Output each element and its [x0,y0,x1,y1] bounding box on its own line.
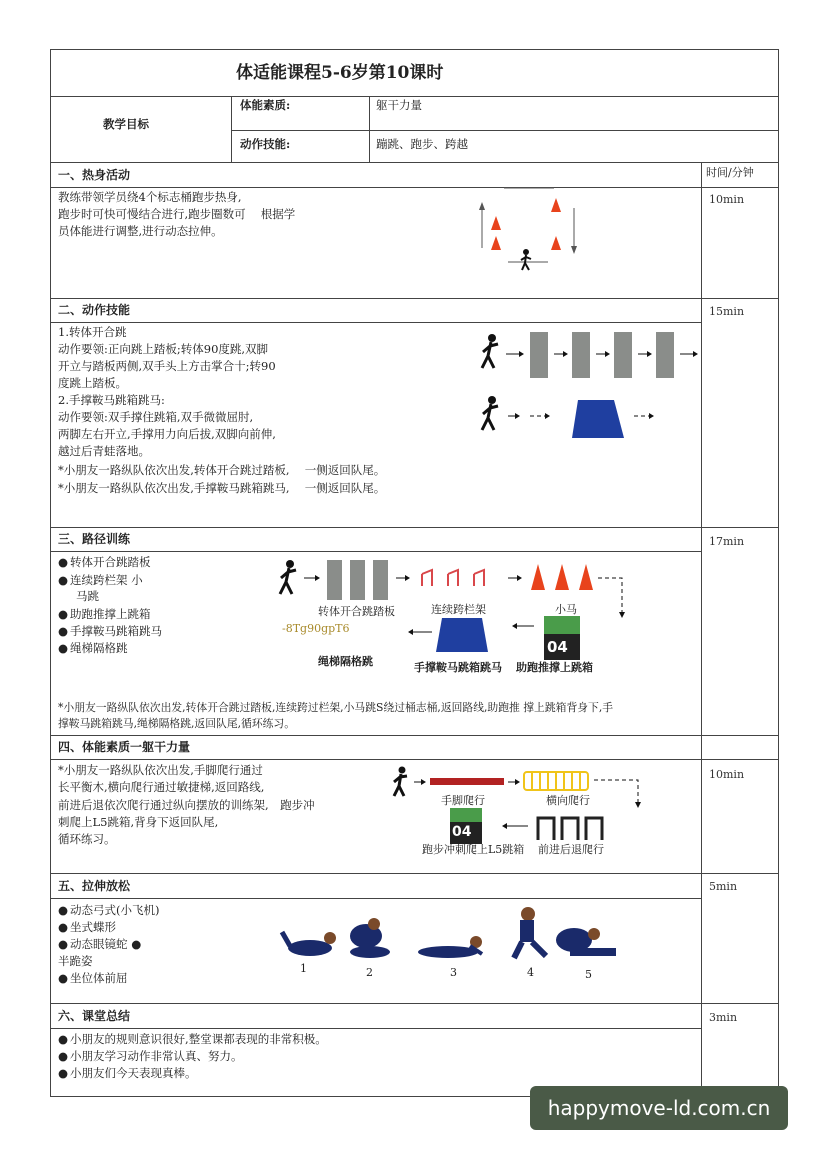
watermark-badge: happymove-ld.com.cn [530,1086,788,1130]
runner-icon [394,767,407,797]
physical-value: 躯干力量 [376,98,422,112]
rule [50,898,702,899]
cone-icon [531,564,545,590]
core-line: 前进后退依次爬行通过纵向摆放的训练架, 跑步冲 [58,798,315,812]
route-caption: 助跑推撑上跳箱 [516,661,593,674]
route-caption: 小马 [555,603,577,616]
route-caption: 转体开合跳踏板 [318,605,395,618]
rule [50,322,702,323]
warmup-time: 10min [709,193,745,206]
warmup-line: 跑步时可快可慢结合进行,跑步圈数可 根据学 [58,207,296,221]
pose-kneel-icon [514,907,546,958]
skill-label: 动作技能: [240,137,291,151]
rule [50,1003,779,1004]
stretch-item-cont: 半跪姿 [58,954,93,968]
core-caption: 跑步冲刺爬上L5跳箱 [422,843,525,856]
pose-number: 5 [585,968,592,981]
route-caption: 连续跨栏架 [431,603,486,616]
core-caption: 手脚爬行 [441,794,485,807]
cone-icon [491,236,501,250]
rule [231,96,232,162]
stretch-item: ● 动态眼镜蛇 ● [58,936,141,953]
stretch-item: ● 坐位体前屈 [58,970,128,987]
summary-item: ● 小朋友们今天表现真棒。 [58,1065,197,1082]
skills-line: 2.手撑鞍马跳箱跳马: [58,393,165,407]
border-right [778,49,779,1096]
route-item: ● 手撑鞍马跳箱跳马 [58,623,162,640]
section-skills-heading: 二、动作技能 [58,303,131,317]
summary-item: ● 小朋友学习动作非常认真、努力。 [58,1048,243,1065]
skills-line: 越过后青蛙落地。 [58,444,150,458]
route-caption: -8Tg90gpT6 [282,622,350,635]
section-warmup-heading: 一、热身活动 [58,168,131,182]
rule [50,759,779,760]
pose-forward-fold-icon [556,928,616,956]
core-diagram [388,764,648,844]
training-frame-icon [538,818,602,840]
pose-number: 1 [300,962,307,975]
cone-icon [551,236,561,250]
rule [50,162,779,163]
objectives-label: 教学目标 [103,117,149,131]
route-item: ● 绳梯隔格跳 [58,640,128,657]
warmup-cone-diagram [478,188,578,278]
stretch-poses [270,906,630,966]
pose-cobra-icon [418,936,482,958]
core-line: 长平衡木,横向爬行通过敏捷梯,返回路线, [58,780,265,794]
pose-number: 3 [450,966,457,979]
route-item: ● 转体开合跳踏板 [58,554,151,571]
route-box-number: 04 [547,638,568,656]
hurdle-icon [422,570,484,586]
border-top [50,49,779,50]
skills-line: 两脚左右开立,手撑用力向后拔,双脚向前伸, [58,427,276,441]
skills-diagram [474,328,702,448]
pose-bow-icon [282,932,336,956]
core-line: 循环练习。 [58,832,116,846]
skills-line: 1.转体开合跳 [58,325,127,339]
skills-line: 开立与踏板两侧,双手头上方击掌合十;转90 [58,359,276,373]
section-route-heading: 三、路径训练 [58,532,131,546]
vault-box-icon [572,400,624,438]
route-item: ● 连续跨栏架 小 [58,572,143,589]
route-item: ● 助跑推撑上跳箱 [58,606,151,623]
balance-beam-icon [430,778,504,785]
cone-icon [491,216,501,230]
summary-item: ● 小朋友的规则意识很好,整堂课都表现的非常积极。 [58,1031,327,1048]
cone-icon [551,198,561,212]
route-item-cont: 马跳 [76,589,99,603]
section-core-heading: 四、体能素质一躯干力量 [58,740,191,754]
skill-value: 蹦跳、跑步、跨越 [376,137,468,151]
time-header: 时间/分钟 [706,166,754,179]
rule [50,527,779,528]
cone-icon [555,564,569,590]
rule [50,551,702,552]
core-line: 刺爬上L5跳箱,背身下返回队尾, [58,815,219,829]
warmup-line: 教练带领学员绕4个标志桶跑步热身, [58,190,242,204]
skills-line: *小朋友一路纵队依次出发,手撑鞍马跳箱跳马, 一侧返回队尾。 [58,481,386,495]
route-note: 撑鞍马跳箱跳马,绳梯隔格跳,返回队尾,循环练习。 [58,717,296,730]
section-stretch-heading: 五、拉伸放松 [58,879,131,893]
stretch-item: ● 坐式蝶形 [58,919,116,936]
border-left [50,49,51,1096]
route-caption: 手撑鞍马跳箱跳马 [414,661,502,674]
rule [701,162,702,1096]
cone-icon [579,564,593,590]
agility-ladder-icon [524,772,588,790]
rule [231,130,779,131]
summary-time: 3min [709,1011,738,1024]
runner-icon [521,249,531,270]
pose-number: 2 [366,966,373,979]
rule [50,873,779,874]
section-summary-heading: 六、课堂总结 [58,1009,131,1023]
route-caption: 绳梯隔格跳 [318,655,373,668]
skills-time: 15min [709,305,745,318]
route-time: 17min [709,535,745,548]
core-box-number: 04 [452,824,472,840]
core-caption: 横向爬行 [546,794,590,807]
stretch-item: ● 动态弓式(小飞机) [58,902,160,919]
core-time: 10min [709,768,745,781]
runner-icon [280,560,296,594]
core-caption: 前进后退爬行 [538,843,604,856]
skills-line: *小朋友一路纵队依次出发,转体开合跳过踏板, 一侧返回队尾。 [58,463,386,477]
runner-icon [482,334,498,368]
rule [50,298,779,299]
core-line: *小朋友一路纵队依次出发,手脚爬行通过 [58,763,263,777]
skills-line: 度跳上踏板。 [58,376,127,390]
vault-box-icon [436,618,488,652]
physical-label: 体能素质: [240,98,291,112]
rule [369,96,370,162]
rule [50,187,779,188]
rule [50,1028,702,1029]
warmup-line: 员体能进行调整,进行动态拉伸。 [58,224,223,238]
runner-icon [482,396,498,430]
rule [50,735,779,736]
skills-line: 动作要领:双手撑住跳箱,双手微微屈肘, [58,410,254,424]
route-note: *小朋友一路纵队依次出发,转体开合跳过踏板,连续跨过栏架,小马跳S绕过桶志桶,返回路线,助跑推 撑上跳箱背身下,手 [58,701,614,714]
page-title: 体适能课程5-6岁第10课时 [236,63,444,83]
pose-number: 4 [527,966,534,979]
skills-line: 动作要领:正向跳上踏板;转体90度跳,双脚 [58,342,269,356]
pose-butterfly-icon [350,918,390,958]
stretch-time: 5min [709,880,738,893]
